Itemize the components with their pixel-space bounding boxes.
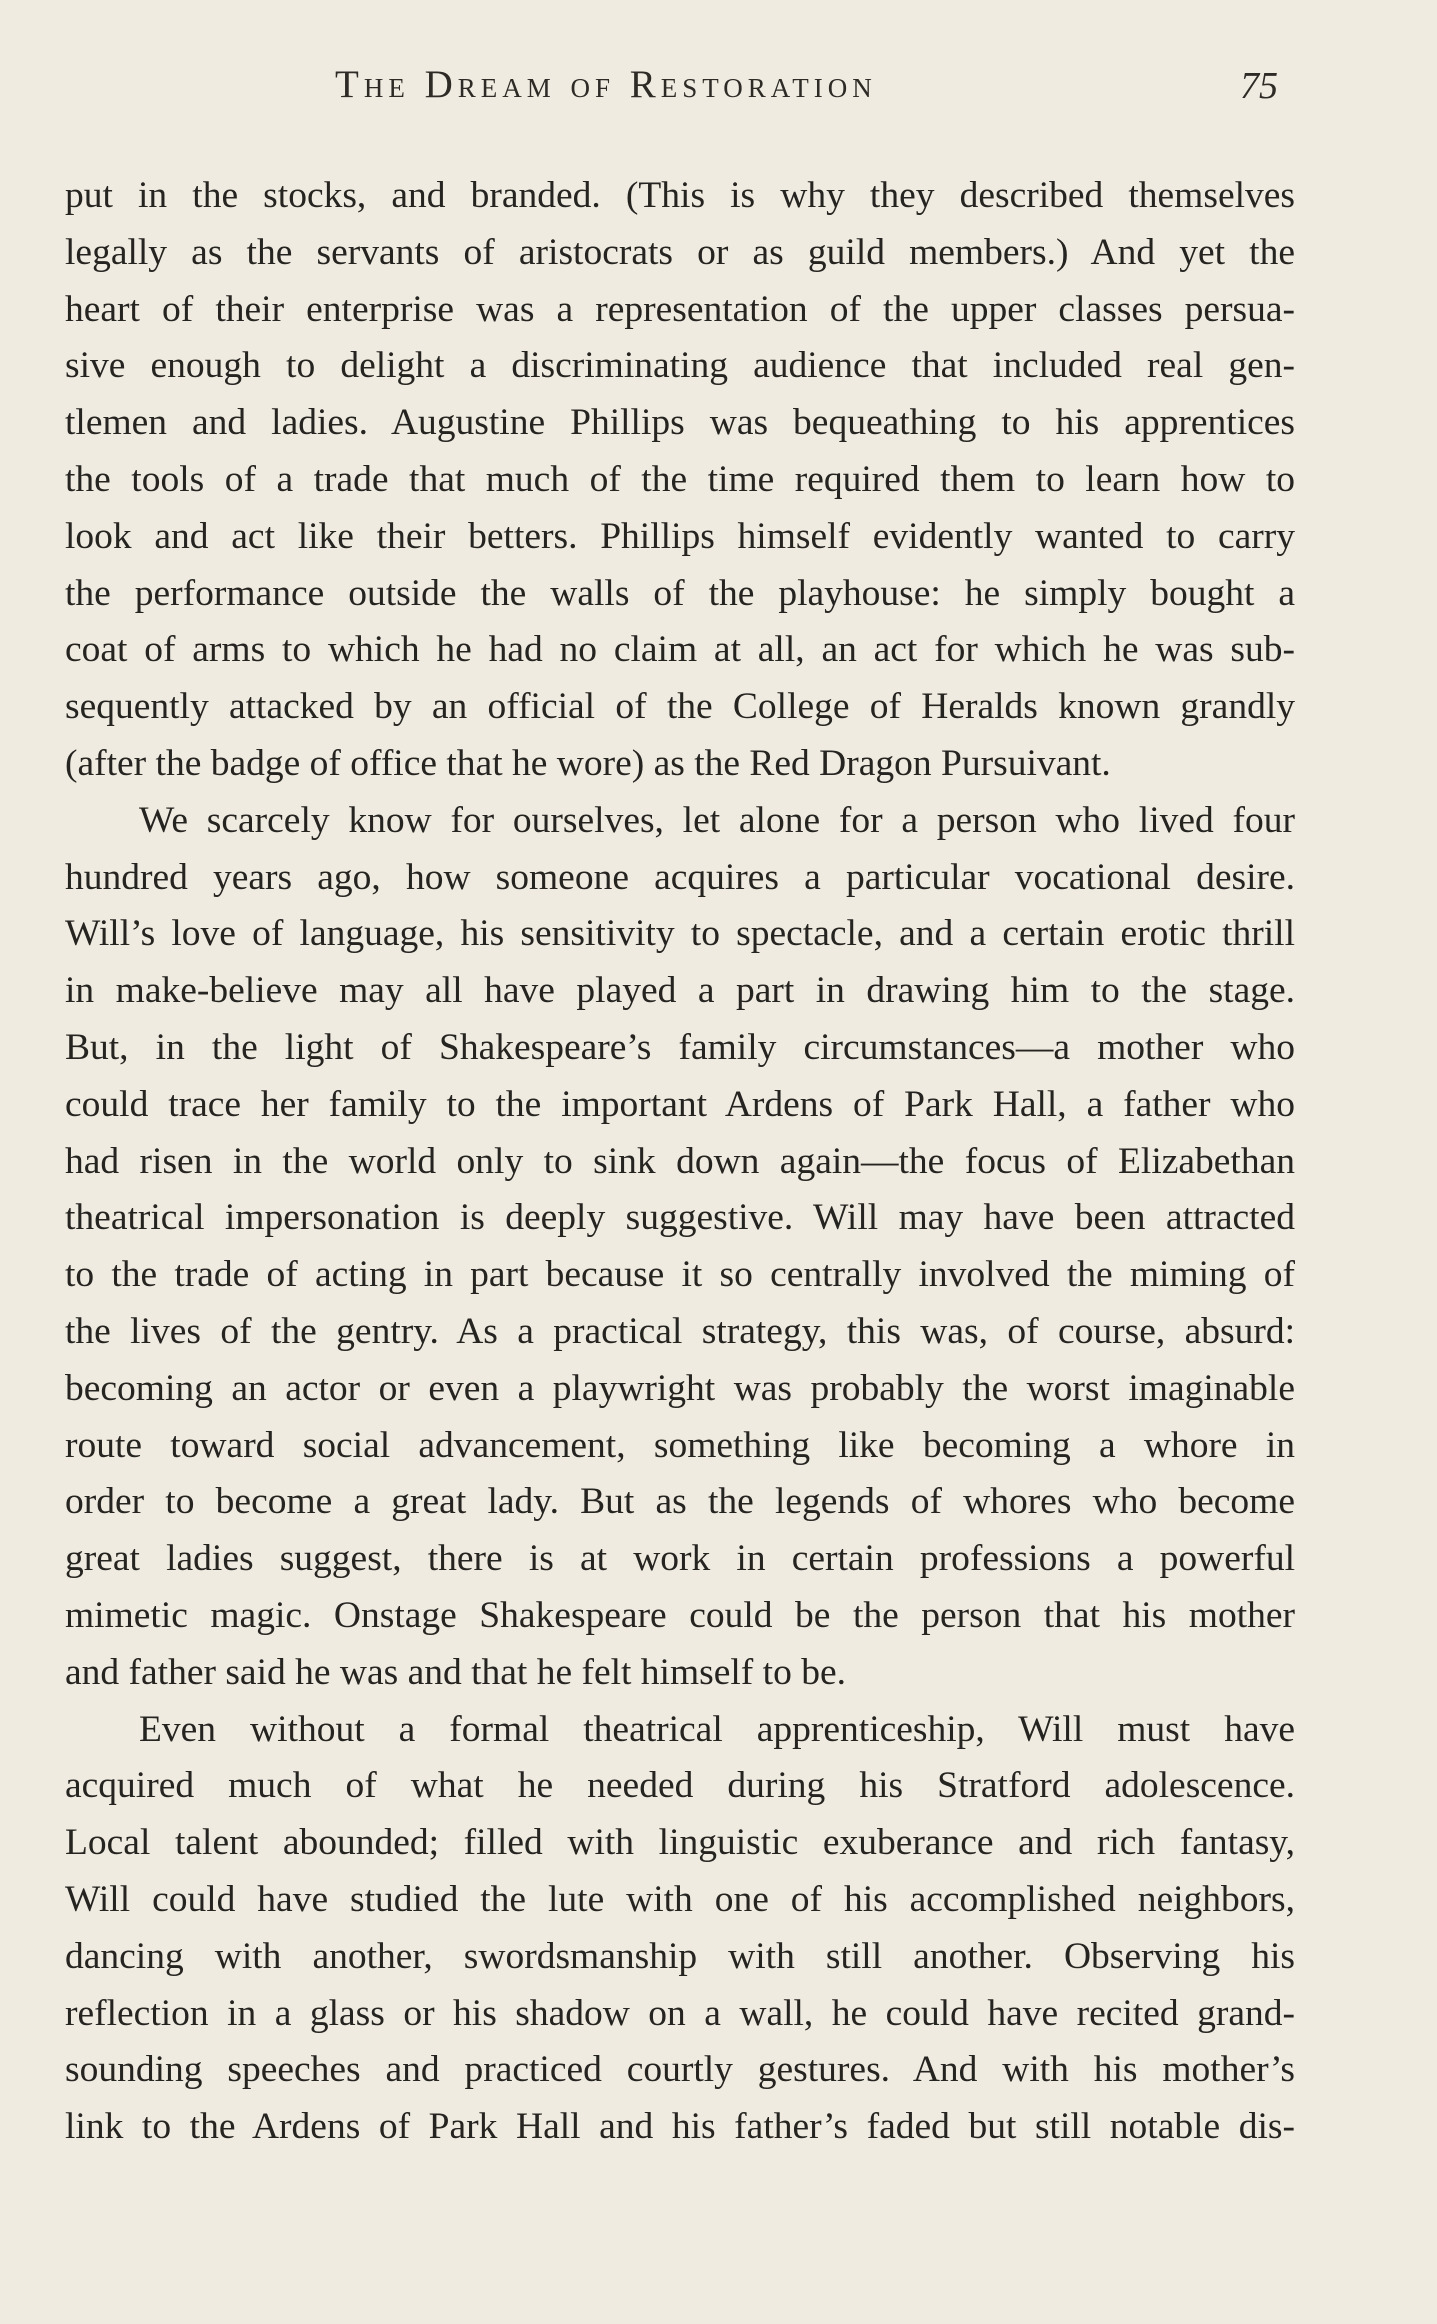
text-line: coat of arms to which he had no claim at all, an act for which he was sub-	[65, 629, 1295, 671]
text-line: We scarcely know for ourselves, let alone for a person who lived four	[139, 799, 1295, 841]
text-line: hundred years ago, how someone acquires a particular vocational desire.	[65, 856, 1295, 898]
text-line: Will could have studied the lute with one of his accomplished neighbors,	[65, 1878, 1295, 1920]
paragraph	[65, 793, 1295, 1702]
text-line: had risen in the world only to sink down again—the focus of Elizabethan	[65, 1140, 1295, 1182]
text-line: could trace her family to the important Ardens of Park Hall, a father who	[65, 1083, 1295, 1125]
text-line: in make-believe may all have played a part in drawing him to the stage.	[65, 970, 1295, 1012]
text-line: Will’s love of language, his sensitivity to spectacle, and a certain erotic thrill	[65, 913, 1295, 955]
text-line: link to the Ardens of Park Hall and his father’s faded but still notable dis-	[65, 2106, 1295, 2148]
text-line: sive enough to delight a discriminating audience that included real gen-	[65, 345, 1295, 387]
text-line: acquired much of what he needed during his Stratford adolescence.	[65, 1765, 1295, 1807]
page-number: 75	[1240, 65, 1278, 107]
text-line: sounding speeches and practiced courtly gestures. And with his mother’s	[65, 2049, 1295, 2091]
text-line: the lives of the gentry. As a practical strategy, this was, of course, absurd:	[65, 1310, 1295, 1352]
text-line: dancing with another, swordsmanship with still another. Observing his	[65, 1935, 1295, 1977]
paragraph	[65, 168, 1295, 793]
text-line: great ladies suggest, there is at work in certain professions a powerful	[65, 1538, 1295, 1580]
text-line: reflection in a glass or his shadow on a wall, he could have recited grand-	[65, 1992, 1295, 2034]
text-line: to the trade of acting in part because it so centrally involved the miming of	[65, 1254, 1295, 1296]
text-line: mimetic magic. Onstage Shakespeare could be the person that his mother	[65, 1594, 1295, 1636]
text-line: the performance outside the walls of the playhouse: he simply bought a	[65, 572, 1295, 614]
text-line: legally as the servants of aristocrats or as guild members.) And yet the	[65, 231, 1295, 273]
text-line: sequently attacked by an official of the College of Heralds known grandly	[65, 686, 1295, 728]
text-line: Even without a formal theatrical apprenticeship, Will must have	[139, 1708, 1295, 1750]
text-line: But, in the light of Shakespeare’s family circumstances—a mother who	[65, 1026, 1295, 1068]
text-line: route toward social advancement, something like becoming a whore in	[65, 1424, 1295, 1466]
text-line: put in the stocks, and branded. (This is why they described themselves	[65, 175, 1295, 216]
text-line: becoming an actor or even a playwright was probably the worst imaginable	[65, 1367, 1295, 1409]
text-line: tlemen and ladies. Augustine Phillips was bequeathing to his apprentices	[65, 402, 1295, 444]
running-head-title: The Dream of Restoration	[335, 63, 877, 106]
text-line: the tools of a trade that much of the time required them to learn how to	[65, 458, 1295, 500]
text-line: theatrical impersonation is deeply suggestive. Will may have been attracted	[65, 1197, 1295, 1239]
text-line: heart of their enterprise was a representation of the upper classes persua-	[65, 288, 1295, 330]
body-text	[65, 168, 1295, 2156]
text-line: order to become a great lady. But as the legends of whores who become	[65, 1481, 1295, 1523]
paragraph	[65, 1702, 1295, 2156]
text-line: (after the badge of office that he wore) as the Red Dragon Pursuivant.	[65, 742, 1111, 784]
text-line: Local talent abounded; filled with linguistic exuberance and rich fantasy,	[65, 1822, 1295, 1864]
text-line: and father said he was and that he felt himself to be.	[65, 1651, 846, 1693]
text-line: look and act like their betters. Phillips himself evidently wanted to carry	[65, 515, 1295, 557]
